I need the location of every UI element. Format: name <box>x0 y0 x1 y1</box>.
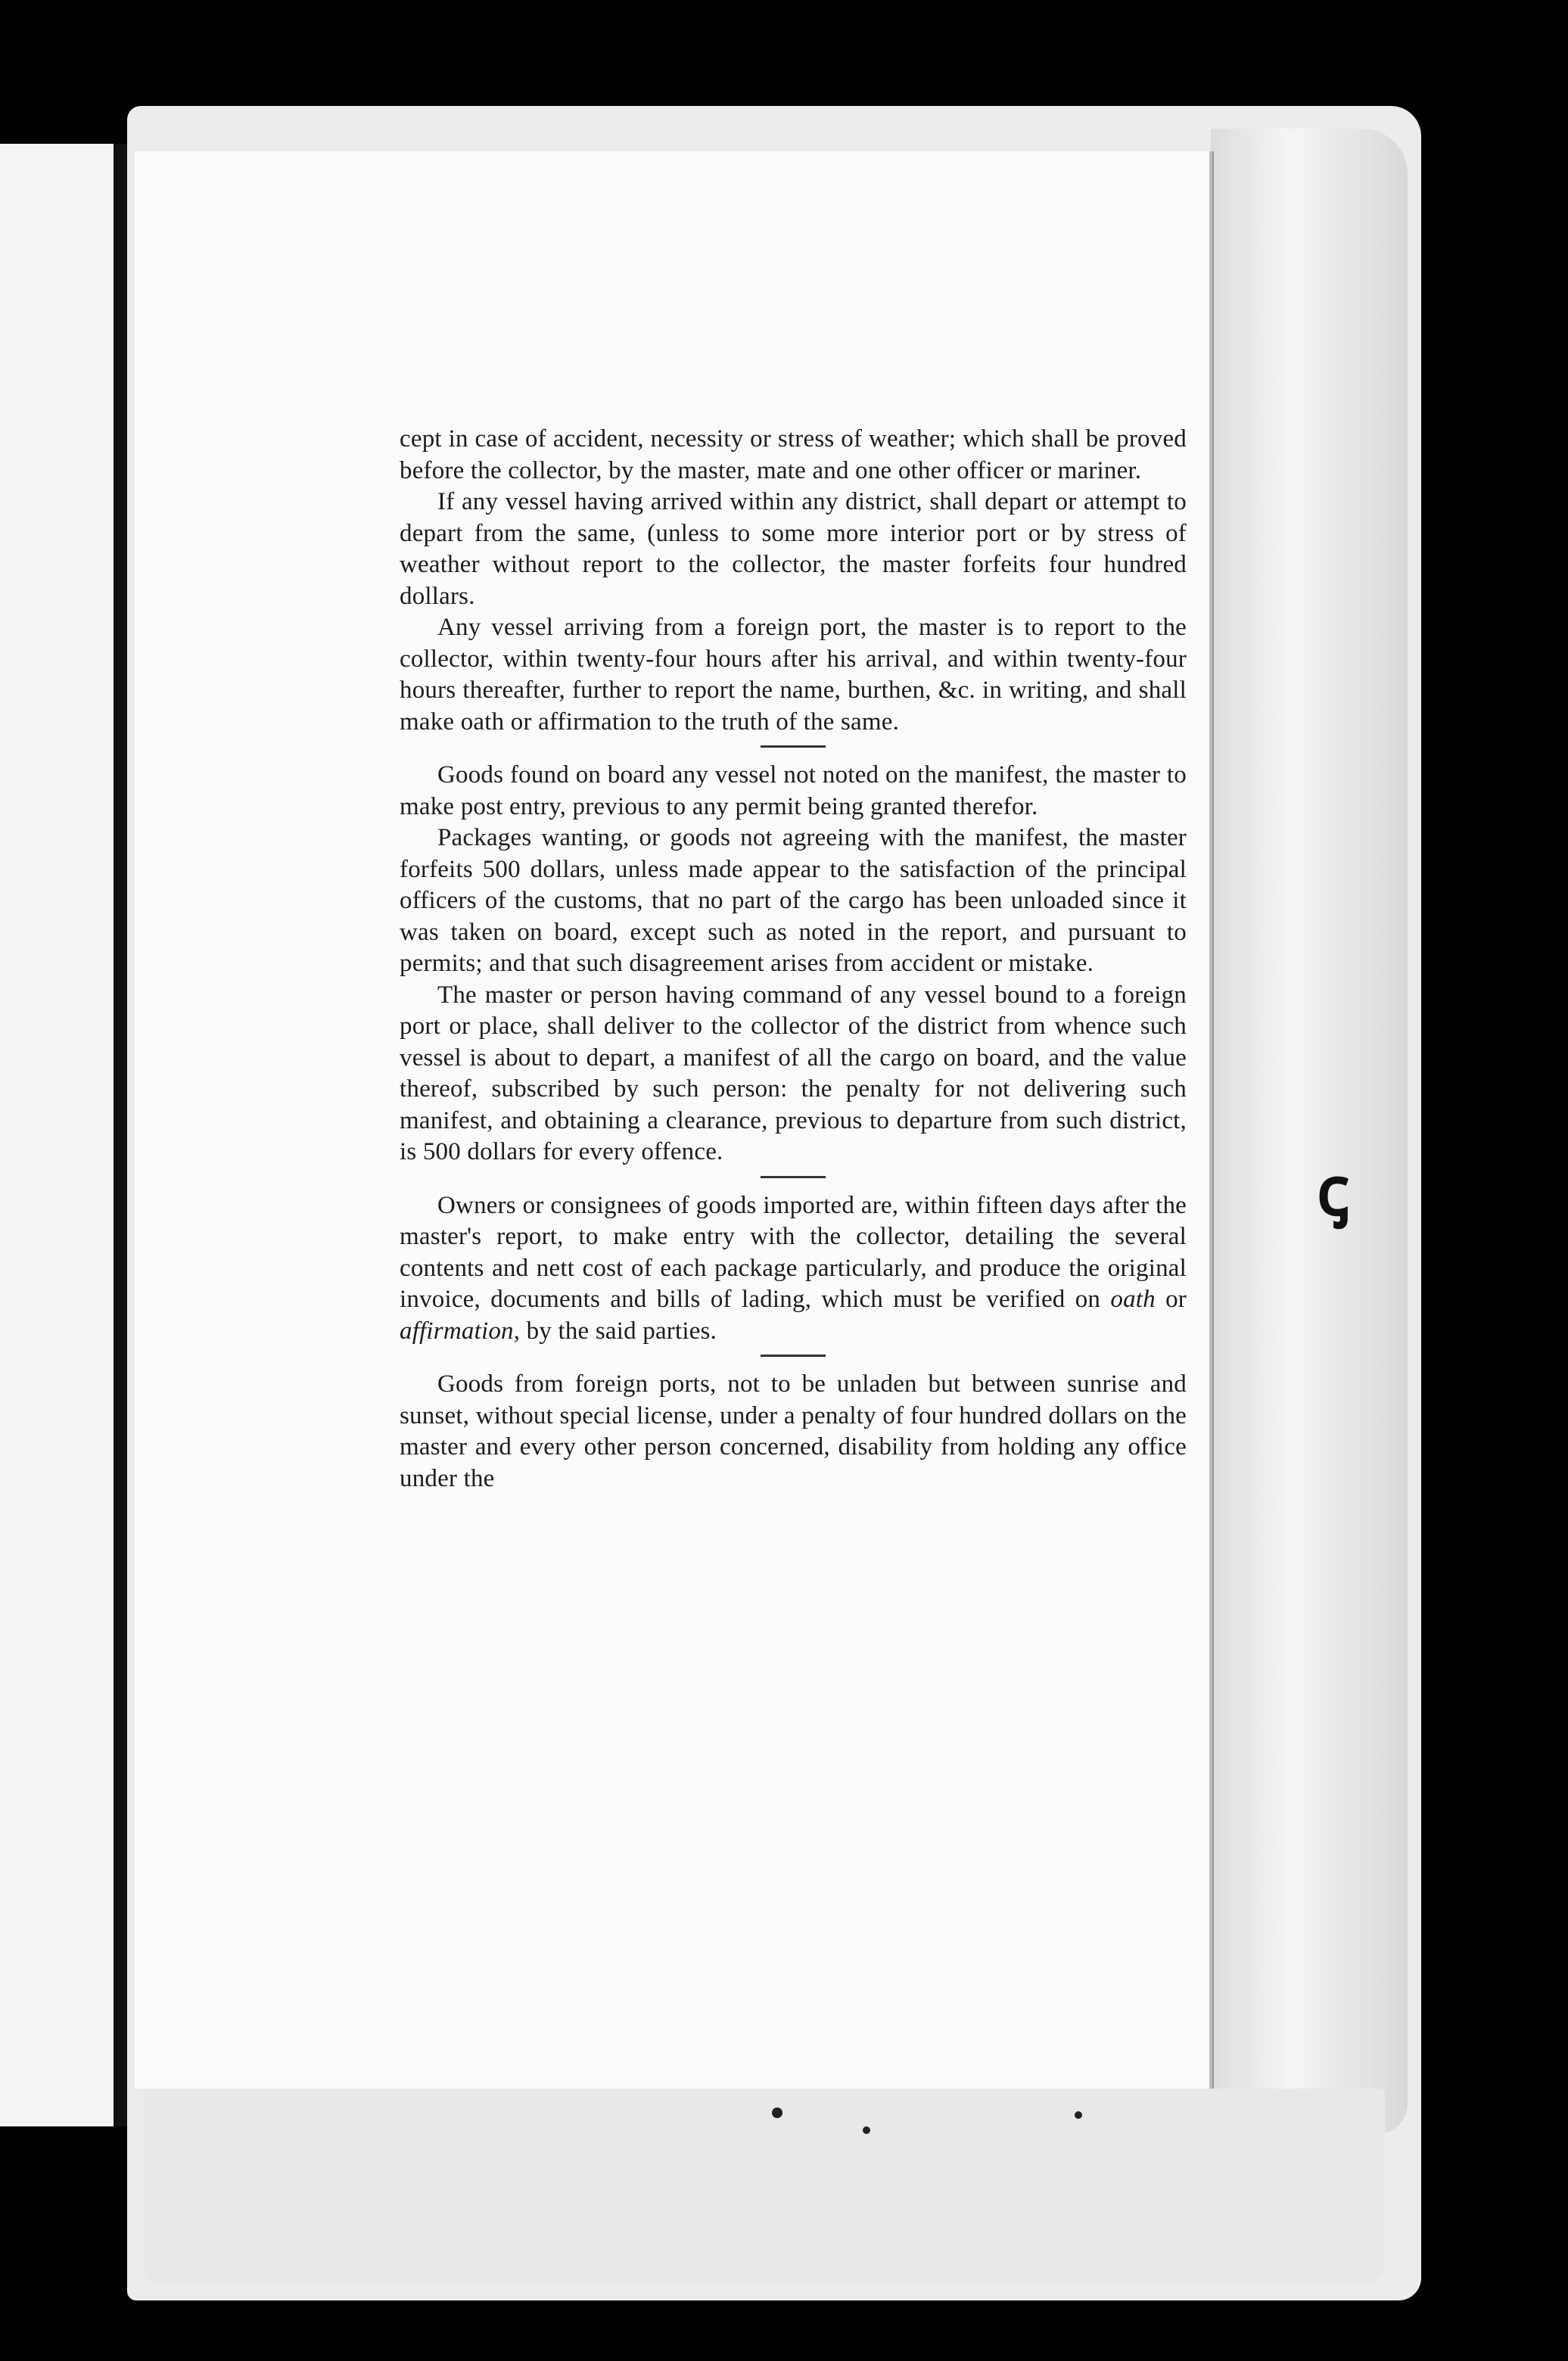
cover-board-bottom <box>144 2089 1385 2285</box>
paragraph-text: , by the said parties. <box>513 1317 717 1345</box>
page-text-block <box>400 424 1187 1495</box>
ink-stain-mark: ꞔ <box>1317 1151 1350 1231</box>
italic-word: oath <box>1110 1286 1156 1313</box>
section-rule <box>761 745 826 748</box>
section-rule <box>761 1355 826 1357</box>
paragraph-text: or <box>1155 1286 1187 1313</box>
paragraph: The master or person having command of any vessel bound to a foreign port or place, shall deliver to the collector of the district from whence such vessel is about to depart, a manifest of all the cargo on board, and the value thereof, subscribed by such person: the penalty for not delivering such manifest, and obtaining a clearance, previous to departure from such district, is 500 dollars for every offence. <box>400 981 1187 1165</box>
cover-board-edge <box>1211 129 1408 2134</box>
paragraph: Packages wanting, or goods not agreeing with the manifest, the master forfeits 500 dollars, unless made appear to the satisfaction of the principal officers of the customs, that no part of the cargo has been unloaded since it was taken on board, except such as noted in the report, and pursuant to permits; and that such disagreement arises from accident or mistake. <box>400 824 1187 977</box>
ink-spot <box>772 2107 782 2118</box>
italic-word: affirmation <box>400 1317 514 1345</box>
paragraph: Any vessel arriving from a foreign port, the master is to report to the collector, within twenty-four hours after his arrival, and within twenty-four hours thereafter, further to report the name, burthen, &c. in writing, and shall make oath or affirmation to the truth of the same. <box>400 614 1187 736</box>
paragraph: Goods found on board any vessel not noted on the manifest, the master to make post entry, previous to any permit being granted therefor. <box>400 761 1187 820</box>
left-page-edge <box>0 144 114 2126</box>
printed-page <box>135 151 1212 2089</box>
paragraph <box>400 1190 1187 1348</box>
book-gutter <box>114 144 127 2126</box>
ink-spot <box>1075 2111 1082 2119</box>
paragraph: cept in case of accident, necessity or stress of weather; which shall be proved before the collector, by the master, mate and one other officer or mariner. <box>400 425 1187 484</box>
ink-spot <box>863 2126 870 2134</box>
paragraph-text: Owners or consignees of goods imported are, within fifteen days after the master's report, to make entry with the collector, detailing the several contents and nett cost of each package particularly, and produce the original invoice, documents and bills of lading, which must be verified on <box>400 1191 1187 1313</box>
paragraph: Goods from foreign ports, not to be unladen but between sunrise and sunset, without special license, under a penalty of four hundred dollars on the master and every other person concerned, disability from holding any office under the <box>400 1370 1187 1492</box>
paragraph: If any vessel having arrived within any district, shall depart or attempt to depart from the same, (unless to some more interior port or by stress of weather without report to the collector, the master forfeits four hundred dollars. <box>400 488 1187 610</box>
section-rule <box>761 1176 826 1178</box>
